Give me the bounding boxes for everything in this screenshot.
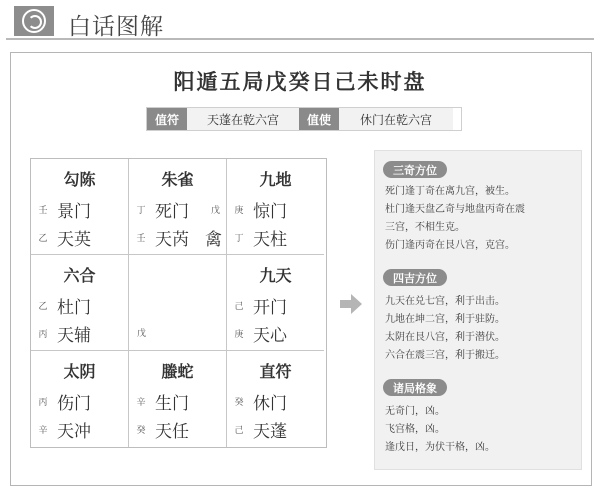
earth-stem: 乙 [38,233,48,244]
section-text-patterns: 无奇门，凶。 飞宫格，凶。 逢戊日，为伏干格，凶。 [385,406,495,453]
section-label-four-auspicious: 四吉方位 [383,269,447,286]
center-stem: 戊 [137,329,147,339]
earth-stem: 丙 [38,329,48,340]
palace-star: 天冲 [57,421,91,442]
heaven-stem: 庚 [234,205,244,216]
palace-god: 六合 [63,266,96,285]
palace-god: 螣蛇 [161,362,194,381]
heaven-stem: 丙 [38,397,48,408]
palace-god: 朱雀 [161,170,194,189]
palace-cell [31,159,129,255]
palace-cell [227,159,324,255]
palace-god: 直符 [259,362,292,381]
earth-stem: 丁 [234,233,244,244]
palace-star: 天任 [155,421,189,442]
palace-god: 九地 [259,170,292,189]
header-title: 白话图解 [68,14,164,40]
section-text-four-auspicious: 九天在兑七宫，利于出击。 九地在坤二宫，利于驻防。 太阴在艮八宫，利于潜伏。 六合在震三宫，利于搬迁。 [385,296,505,361]
duty-door-tag: 值使 [299,108,339,130]
palace-god: 九天 [259,266,292,285]
palace-cell [227,351,324,447]
palace-cell [227,255,324,351]
palace-star: 天心 [253,325,287,346]
earth-stem: 己 [234,425,244,436]
heaven-stem: 癸 [234,397,244,408]
analysis-panel [374,150,582,470]
duty-door-value: 休门在乾六宫 [339,108,453,130]
header-bar [6,4,594,40]
palace-star: 天芮 [155,229,189,250]
palace-star: 天柱 [253,229,287,250]
palace-god: 勾陈 [63,170,96,189]
earth-stem: 壬 [136,233,146,244]
palace-cell [31,351,129,447]
swirl-emblem-icon [14,6,54,36]
earth-stem: 辛 [38,425,48,436]
palace-grid [30,158,327,448]
section-label-three-wonders: 三奇方位 [383,161,447,178]
earth-stem: 庚 [234,329,244,340]
extra-star: 禽 [205,229,222,250]
heaven-stem: 乙 [38,301,48,312]
chart-title: 阳遁五局戊癸日己未时盘 [173,70,427,94]
center-palace-cell [129,255,227,351]
palace-cell [129,159,227,255]
palace-door: 杜门 [57,297,91,318]
palace-door: 死门 [155,201,189,222]
heaven-stem: 辛 [136,397,146,408]
palace-door: 伤门 [57,393,91,414]
duty-bar [146,107,462,131]
section-text-three-wonders: 死门逢丁奇在离九宫，被生。 杜门逢天盘乙奇与地盘丙奇在震 三宫，不相生克。 伤门逢丙奇在艮八宫，克宫。 [385,186,525,251]
palace-star: 天英 [57,229,91,250]
palace-door: 惊门 [253,201,287,222]
palace-cell [31,255,129,351]
heaven-stem: 丁 [136,205,146,216]
palace-star: 天蓬 [253,421,287,442]
palace-door: 生门 [155,393,189,414]
palace-god: 太阴 [63,362,96,381]
palace-cell [129,351,227,447]
duty-star-tag: 值符 [147,108,187,130]
palace-door: 景门 [57,201,91,222]
palace-star: 天辅 [57,325,91,346]
heaven-stem: 己 [234,301,244,312]
arrow-right-icon [340,294,362,314]
palace-door: 休门 [253,393,287,414]
earth-stem: 癸 [136,425,146,436]
extra-stem: 戊 [210,205,220,216]
duty-star-value: 天蓬在乾六宫 [187,108,299,130]
heaven-stem: 壬 [38,205,48,216]
section-label-patterns: 诸局格象 [383,379,447,396]
palace-door: 开门 [253,297,287,318]
